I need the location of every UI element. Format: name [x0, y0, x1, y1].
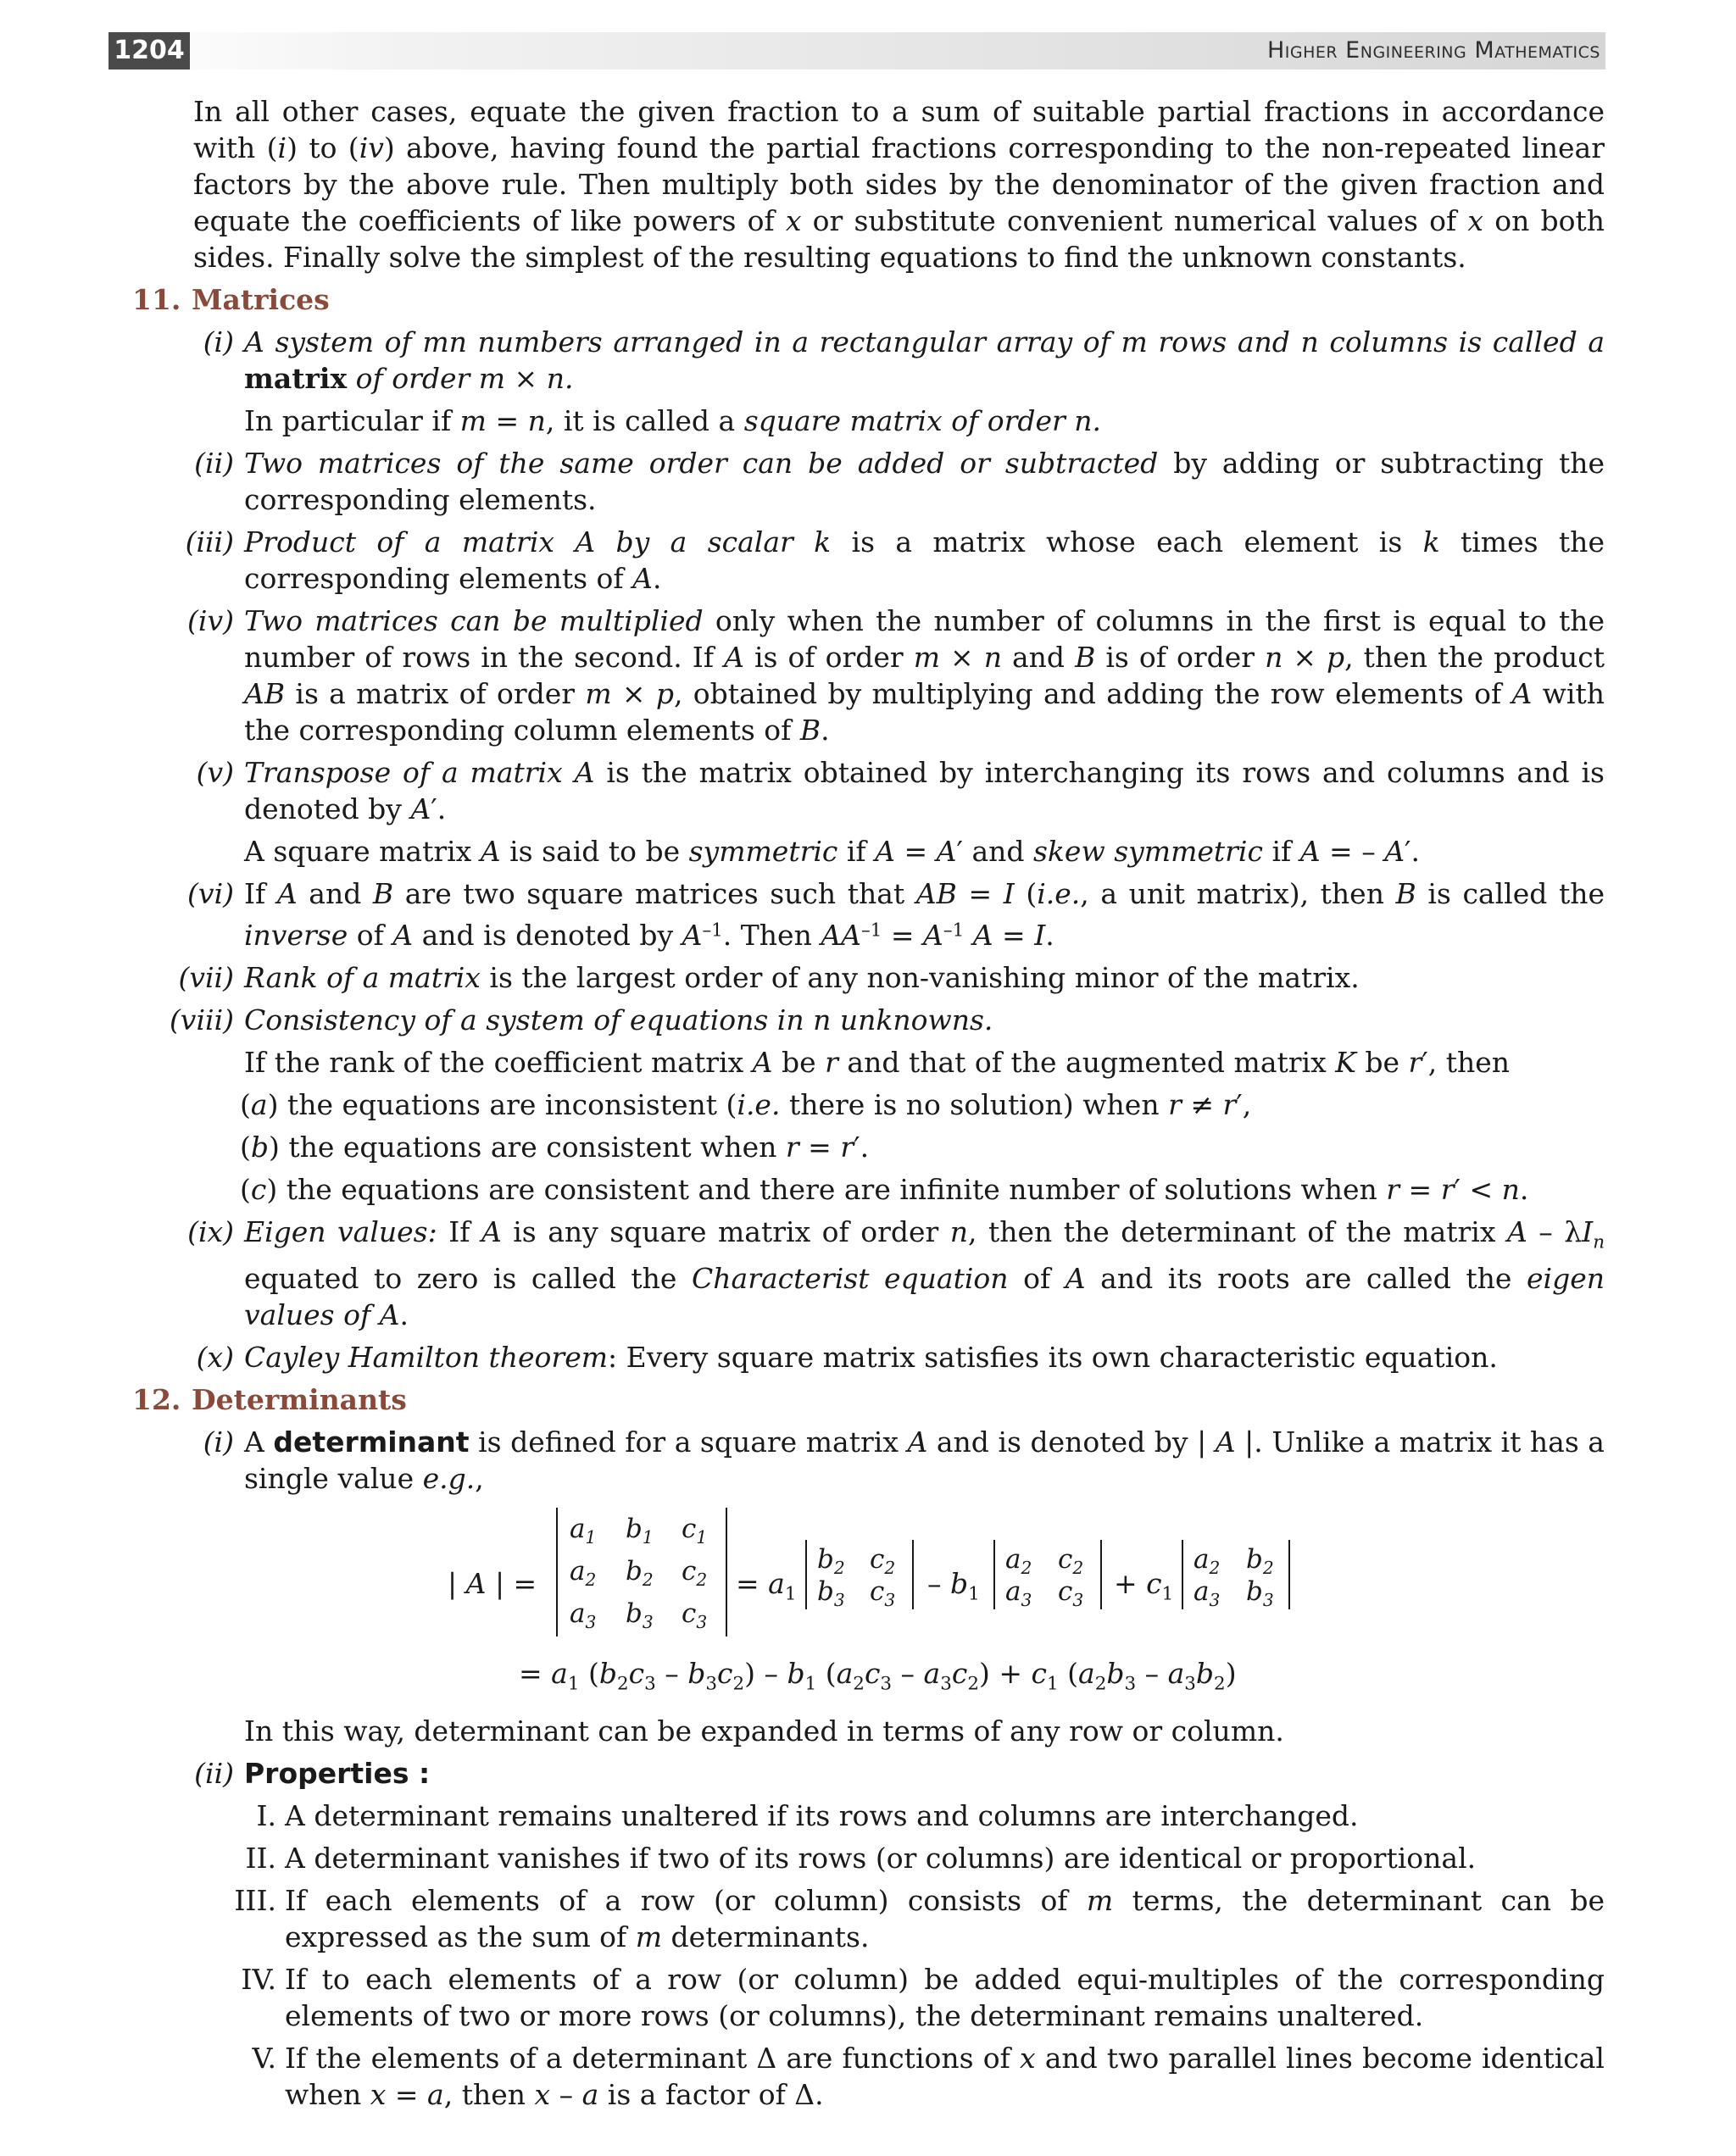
page-content	[0, 93, 1736, 2119]
consistency-case-b: (b) the equations are consistent when r = r′.	[240, 1130, 870, 1164]
formula-equals: = $a_1$	[736, 1567, 797, 1605]
section-heading-matrices	[0, 281, 1736, 318]
intro-paragraph	[193, 93, 1605, 275]
matrix-item-iv: (iv) Two matrices can be multiplied only when the number of columns in the first is equal to the number of rows in the second. If A is of order m × n and B is of order n × p, then the product AB is a matrix of order m × p, obtained by multiplying and adding the row elements of A with the corresponding column elements of B.	[0, 603, 1605, 748]
formula-minus: – $b_1$	[927, 1567, 980, 1605]
section-title: Determinants	[192, 1383, 407, 1417]
item-label: (iv)	[187, 604, 234, 637]
section-title: Matrices	[192, 283, 330, 316]
matrix-item-v-note: A square matrix A is said to be symmetric if A = A′ and skew symmetric if A = – A′.	[244, 835, 1421, 868]
item-label: (vi)	[187, 877, 234, 910]
item-label: (x)	[196, 1341, 234, 1375]
determinant-item-ii	[0, 1755, 1605, 1792]
determinant-item-i: (i) A determinant is defined for a square matrix A and is denoted by | A |. Unlike a matrix it has a single value e.g.,	[0, 1424, 1605, 1497]
properties-title: Properties :	[244, 1757, 431, 1791]
item-label: (i)	[203, 1425, 234, 1459]
item-label: (i)	[203, 325, 234, 358]
property-5: V. If the elements of a determinant Δ are functions of x and two parallel lines become identical when x = a, then x – a is a factor of Δ.	[252, 2042, 1605, 2112]
item-label: (ii)	[194, 447, 234, 480]
property-2: II. A determinant vanishes if two of its rows (or columns) are identical or proportional.	[245, 1842, 1477, 1875]
item-text: A system of mn numbers arranged in a rectangular array of m rows and n columns is called a matrix of order m × n.	[244, 325, 1605, 395]
minor-3: $a_2$ $b_2$ $a_3$ $b_3$	[1182, 1540, 1290, 1609]
matrix-item-i-note: In particular if m = n, it is called a square matrix of order n.	[244, 404, 1102, 437]
section-number: 12.	[132, 1383, 181, 1417]
item-label: (v)	[196, 756, 234, 789]
formula-expansion: = $a_1$ $(b_2c_3 - b_3c_2) - b_1$ $(a_2c_3 - a_3c_2) + c_1$ $(a_2b_3 - a_3b_2)$	[519, 1657, 1237, 1695]
intro-text: In all other cases, equate the given fraction to a sum of suitable partial fractions in accordance with (i) to (iv) above, having found the partial fractions corresponding to the non-repeated linear factors by the above rule. Then multiply both sides by the denominator of the given fraction and equate the coefficients of like powers of x or substitute convenient numerical values of x on both sides. Finally solve the simplest of the resulting equations to find the unknown constants.	[193, 95, 1605, 274]
section-heading-determinants	[0, 1381, 1736, 1418]
matrix-item-vii: (vii) Rank of a matrix is the largest order of any non-vanishing minor of the matrix.	[0, 959, 1605, 996]
consistency-case-a: (a) the equations are inconsistent (i.e. there is no solution) when r ≠ r′,	[240, 1087, 1252, 1121]
matrix-item-iii: (iii) Product of a matrix A by a scalar k is a matrix whose each element is k times the corresponding elements of A.	[0, 524, 1605, 597]
section-number: 11.	[132, 283, 181, 316]
item-label: (iii)	[185, 525, 234, 558]
matrix-item-viii: (viii) Consistency of a system of equations in n unknowns.	[0, 1002, 1605, 1038]
property-4: IV. If to each elements of a row (or column) be added equi-multiples of the corresponding elements of two or more rows (or columns), the determinant remains unaltered.	[241, 1963, 1605, 2033]
matrix-item-i	[0, 324, 1605, 397]
formula-plus: + $c_1$	[1114, 1567, 1174, 1605]
matrix-item-viii-note: If the rank of the coefficient matrix A be r and that of the augmented matrix K be r′, then	[244, 1045, 1511, 1079]
item-label: (viii)	[169, 1003, 234, 1036]
matrix-item-ix: (ix) Eigen values: If A is any square matrix of order n, then the determinant of the matrix A – $\lambda I_n$ equated to zero is called the Characterist equation of A and its roots are called the eigen values of A.	[0, 1214, 1605, 1334]
item-label: (ix)	[187, 1214, 234, 1248]
property-1: I. A determinant remains unaltered if its rows and columns are interchanged.	[256, 1799, 1359, 1833]
determinant-expansion-note: In this way, determinant can be expanded in terms of any row or column.	[244, 1714, 1284, 1748]
item-label: (ii)	[194, 1757, 234, 1791]
determinant-formula	[0, 1503, 1736, 1713]
page-number: 1204	[108, 32, 190, 69]
matrix-item-x: (x) Cayley Hamilton theorem: Every square matrix satisfies its own characteristic equation.	[0, 1339, 1605, 1375]
determinant-3x3: $a_1$ $b_1$ $c_1$ $a_2$ $b_2$ $c_2$ $a_3$ $b_3$ $c_3$	[556, 1508, 727, 1636]
matrix-item-v: (v) Transpose of a matrix A is the matrix obtained by interchanging its rows and columns and is denoted by A′.	[0, 754, 1605, 827]
running-title: Higher Engineering Mathematics	[1266, 37, 1600, 64]
minor-1: $b_2$ $c_2$ $b_3$ $c_3$	[805, 1540, 914, 1609]
matrix-item-vi: (vi) If A and B are two square matrices such that AB = I (i.e., a unit matrix), then B is called the inverse of A and is denoted by $A^{-1}$. Then $AA^{-1} = A^{-1}$ A = I.	[0, 875, 1605, 953]
matrix-item-ii: (ii) Two matrices of the same order can be added or subtracted by adding or subtracting the corresponding elements.	[0, 445, 1605, 518]
consistency-case-c: (c) the equations are consistent and there are infinite number of solutions when r = r′ < n.	[240, 1172, 1529, 1206]
formula-lhs: | A | =	[448, 1567, 537, 1601]
minor-2: $a_2$ $c_2$ $a_3$ $c_3$	[993, 1540, 1102, 1609]
property-3: III. If each elements of a row (or column) consists of m terms, the determinant can be expressed as the sum of m determinants.	[234, 1884, 1605, 1954]
item-label: (vii)	[178, 960, 234, 994]
